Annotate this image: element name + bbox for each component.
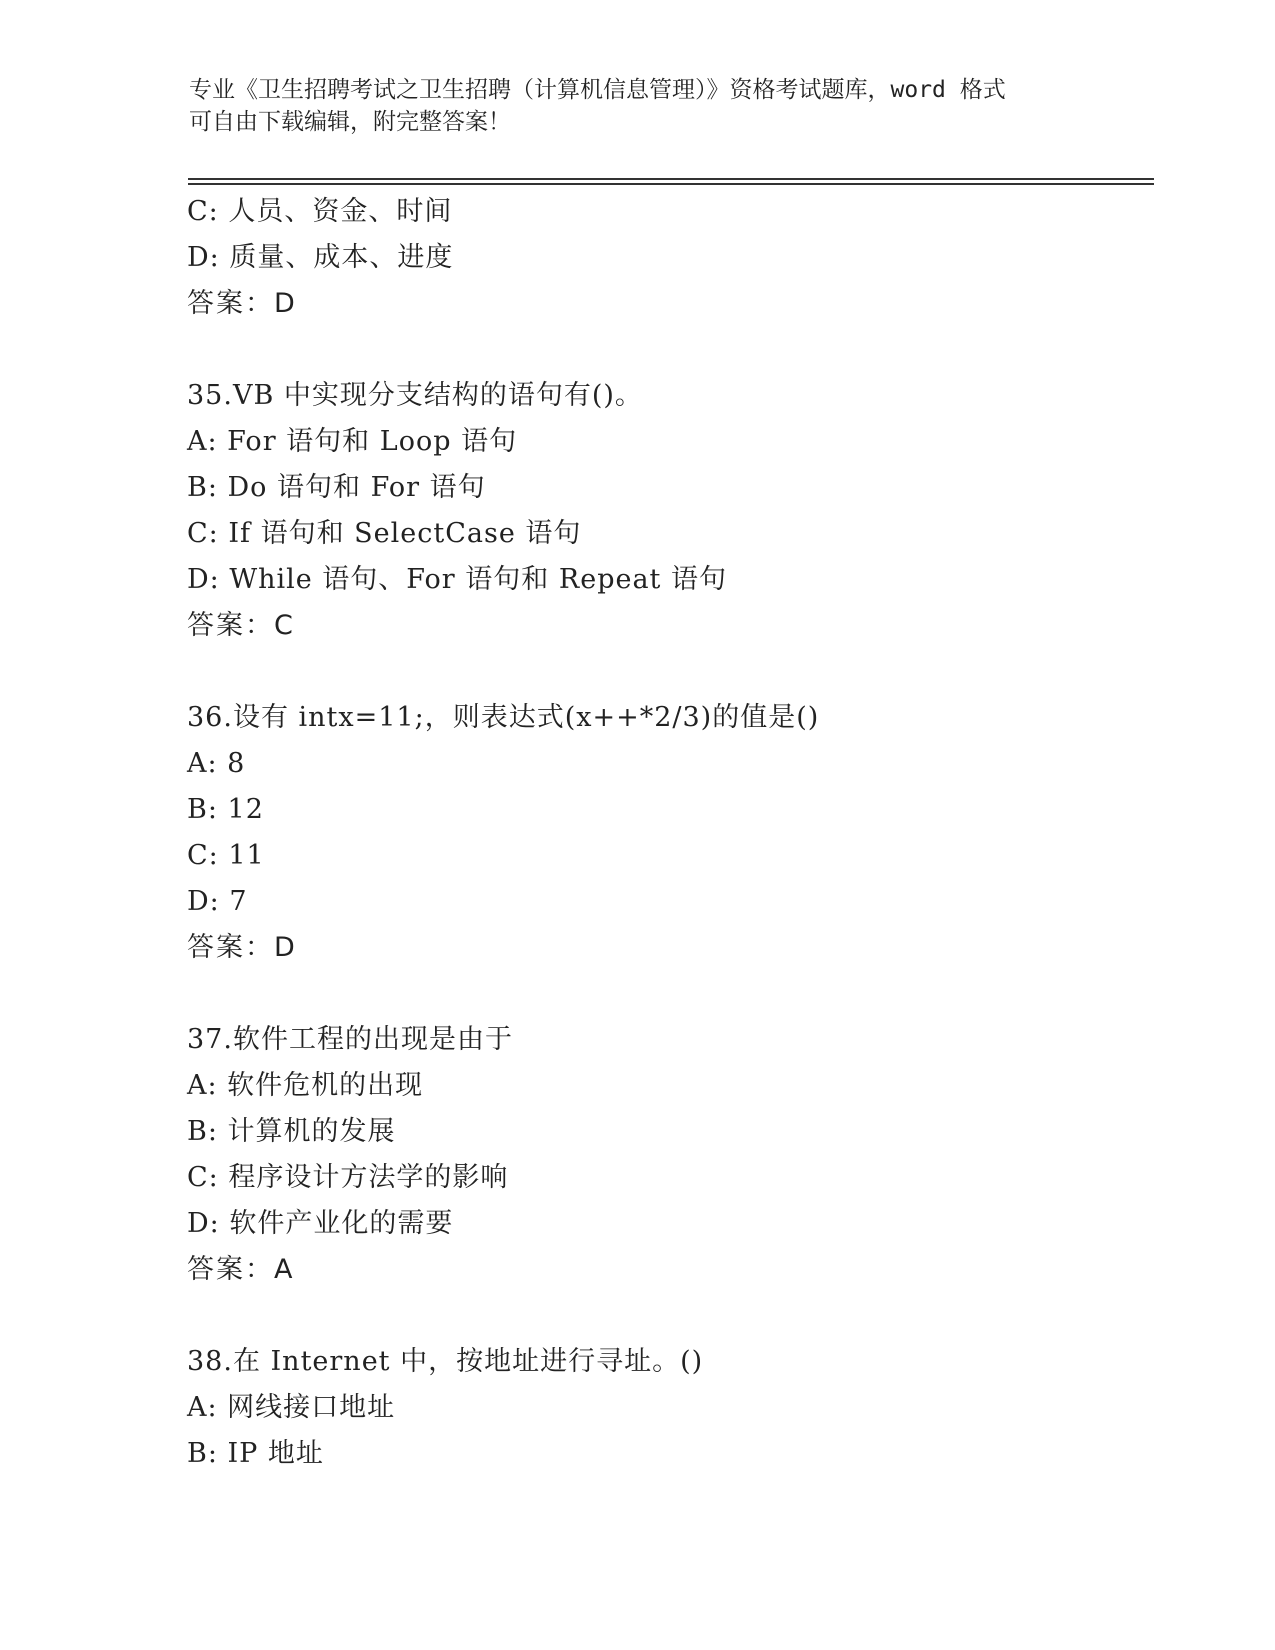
question-list [187,189,1147,1477]
q35-question: 35.VB 中实现分支结构的语句有()。 [187,380,643,411]
q38-question: 38.在 Internet 中，按地址进行寻址。() [187,1346,704,1377]
q35-option-a: A: For 语句和 Loop 语句 [187,426,518,457]
q37-option-c: C: 程序设计方法学的影响 [187,1162,509,1193]
q36-question: 36.设有 intx=11;，则表达式(x++*2/3)的值是() [187,702,820,733]
q36-answer: 答案：D [187,932,297,963]
q34-option-d: D: 质量、成本、进度 [187,242,454,273]
q37-option-b: B: 计算机的发展 [187,1116,396,1147]
header-line-1: 专业《卫生招聘考试之卫生招聘（计算机信息管理）》资格考试题库，word 格式 [189,77,1006,103]
header-line-2: 可自由下载编辑，附完整答案！ [189,109,511,135]
q36-option-d: D: 7 [187,886,248,917]
q36-option-b: B: 12 [187,794,264,825]
q36-option-a: A: 8 [187,748,246,779]
document-header [189,74,1089,138]
question-spacer [187,327,1147,373]
q34-answer: 答案：D [187,288,297,319]
header-rule-top [188,178,1154,180]
q38-option-b: B: IP 地址 [187,1438,324,1469]
header-rule-bottom [188,183,1154,185]
q37-option-a: A: 软件危机的出现 [187,1070,424,1101]
q38-option-a: A: 网线接口地址 [187,1392,396,1423]
q35-option-b: B: Do 语句和 For 语句 [187,472,486,503]
q35-answer: 答案：C [187,610,295,641]
q36-option-c: C: 11 [187,840,265,871]
question-spacer [187,649,1147,695]
q35-option-c: C: If 语句和 SelectCase 语句 [187,518,582,549]
q37-question: 37.软件工程的出现是由于 [187,1024,513,1055]
q37-option-d: D: 软件产业化的需要 [187,1208,454,1239]
question-spacer [187,1293,1147,1339]
q35-option-d: D: While 语句、For 语句和 Repeat 语句 [187,564,727,595]
q37-answer: 答案：A [187,1254,295,1285]
question-spacer [187,971,1147,1017]
q34-option-c: C: 人员、资金、时间 [187,196,453,227]
